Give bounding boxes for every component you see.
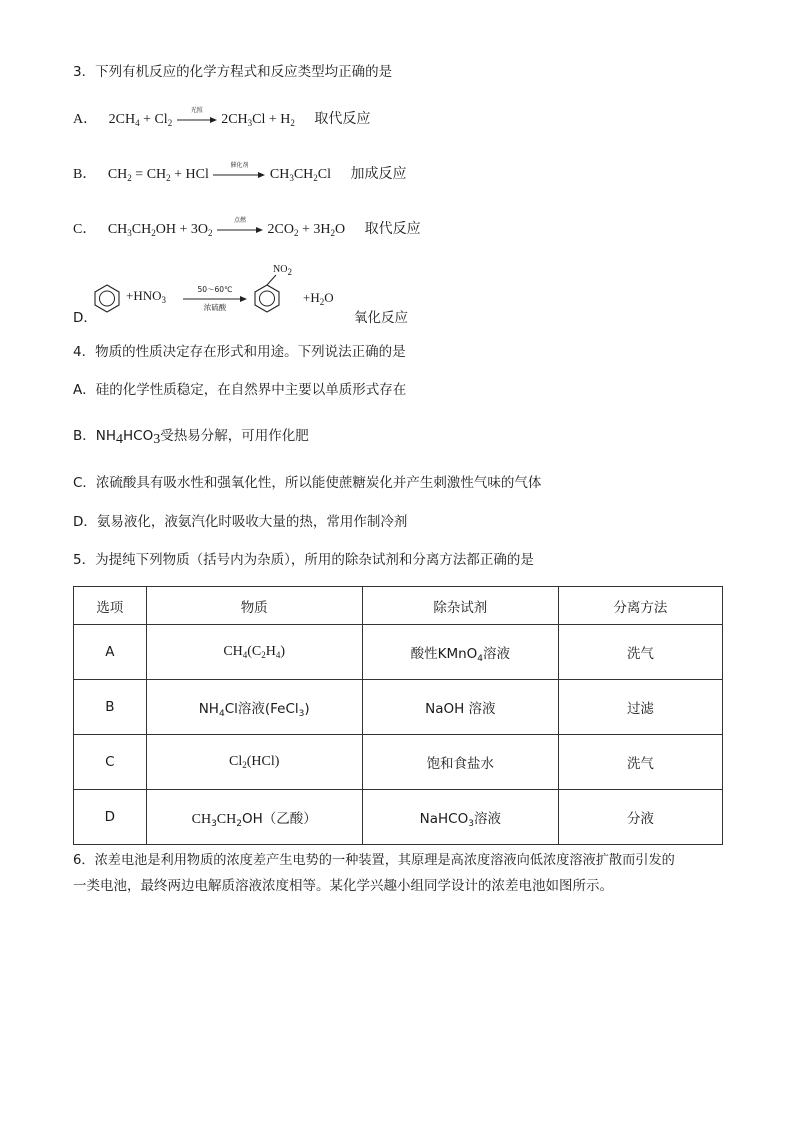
cell-method: 洗气 [558, 625, 722, 680]
purification-table [73, 586, 723, 845]
reaction-type: 取代反应 [364, 221, 421, 237]
cell-option: D [74, 790, 147, 845]
q4-option-b: B．$NH_4HCO_3$受热易分解，可用作化肥 [73, 428, 309, 447]
cell-method: 过滤 [558, 680, 722, 735]
nitrobenzene-ring-icon [251, 282, 283, 314]
q4-option-a: A．硅的化学性质稳定，在自然界中主要以单质形式存在 [73, 382, 407, 398]
q4-option-d: D．氨易液化，液氨汽化时吸收大量的热，常用作制冷剂 [73, 514, 408, 530]
cell-method: 分液 [558, 790, 722, 845]
cell-substance: $CH_3CH_2OH$（乙酸） [146, 790, 362, 845]
header-method: 分离方法 [558, 587, 722, 625]
header-reagent: 除杂试剂 [362, 587, 558, 625]
q3-stem: 3．下列有机反应的化学方程式和反应类型均正确的是 [73, 64, 393, 80]
table-header-row [74, 587, 723, 625]
reaction-arrow [183, 295, 247, 303]
q5-stem: 5．为提纯下列物质（括号内为杂质），所用的除杂试剂和分离方法都正确的是 [73, 552, 534, 568]
water-product: $+H_2O$ [303, 290, 334, 307]
cell-reagent: NaHCO$_3$溶液 [362, 790, 558, 845]
header-option: 选项 [74, 587, 147, 625]
cell-reagent: 饱和食盐水 [362, 735, 558, 790]
q6-line-2: 一类电池，最终两边电解质溶液浓度相等。某化学兴趣小组同学设计的浓差电池如图所示。 [73, 878, 613, 894]
q3-option-a: A． $2CH_4 + Cl_2$ 光照 $2CH_3Cl + H_2$ 取代反应 [73, 107, 371, 128]
reaction-catalyst: 浓硫酸 [203, 303, 227, 312]
cell-substance: $Cl_2(HCl)$ [146, 735, 362, 790]
benzene-ring-icon [91, 282, 123, 314]
reaction-arrow: 催化剂 [213, 169, 265, 181]
cell-option: C [74, 735, 147, 790]
table-row [74, 680, 723, 735]
cell-substance: $NH_4Cl$溶液(FeCl$_3$) [146, 680, 362, 735]
reaction-arrow: 点燃 [217, 224, 263, 236]
reaction-temperature: 50～60℃ [197, 285, 233, 294]
hno3-reactant: $+HNO_3$ [126, 288, 166, 305]
table-row [74, 790, 723, 845]
q6-line-1: 6．浓差电池是利用物质的浓度差产生电势的一种装置，其原理是高浓度溶液向低浓度溶液扩散而引发的 [73, 853, 675, 868]
cell-option: B [74, 680, 147, 735]
reaction-arrow: 光照 [177, 114, 217, 126]
q3-option-b: B． $CH_2 = CH_2$ + HCl 催化剂 $CH_3CH_2Cl$ 加成反应 [73, 162, 407, 183]
q3-option-c: C． $CH_3CH_2OH + 3O_2$ 点燃 $2CO_2 + 3H_2O$ 取代反应 [73, 217, 421, 238]
cell-option: A [74, 625, 147, 680]
reaction-type: 氧化反应 [354, 310, 408, 326]
cell-reagent: NaOH 溶液 [362, 680, 558, 735]
q4-stem: 4．物质的性质决定存在形式和用途。下列说法正确的是 [73, 344, 406, 360]
q4-option-c: C．浓硫酸具有吸水性和强氧化性，所以能使蔗糖炭化并产生刺激性气味的气体 [73, 475, 542, 491]
no2-group: $NO_2$ [273, 264, 292, 277]
cell-substance: $CH_4(C_2H_4)$ [146, 625, 362, 680]
table-row [74, 625, 723, 680]
reaction-type: 加成反应 [350, 166, 407, 182]
q3-option-d [73, 264, 433, 326]
header-substance: 物质 [146, 587, 362, 625]
cell-method: 洗气 [558, 735, 722, 790]
cell-reagent: 酸性KMnO$_4$溶液 [362, 625, 558, 680]
option-letter: D． [73, 310, 97, 326]
option-letter: A． [73, 112, 98, 127]
reaction-type: 取代反应 [314, 111, 371, 127]
table-row [74, 735, 723, 790]
